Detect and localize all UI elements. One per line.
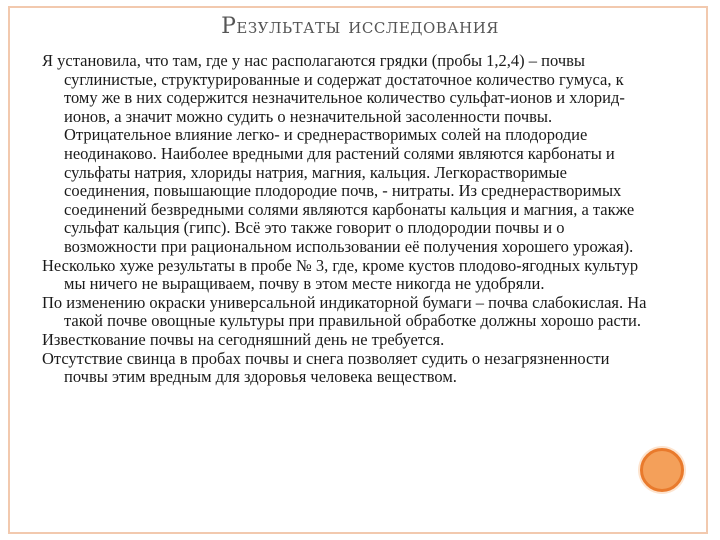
paragraph-lead: Отсутствие свинца в пробах почвы и снега позволяет судить о незагрязненности почвы этим вредным для здоровья человека веществом. bbox=[42, 348, 610, 387]
paragraph-acidity: По изменению окраски универсальной индикаторной бумаги – почва слабокислая. На такой почве овощные культуры при правильной обработке должны хорошо расти. bbox=[42, 292, 647, 331]
paragraph-liming: Известкование почвы на сегодняшний день не требуется. bbox=[42, 329, 445, 349]
slide-title: Результаты исследования bbox=[221, 14, 499, 39]
paragraph-sample-3: Несколько хуже результаты в пробе № 3, где, кроме кустов плодово-ягодных культур мы ничего не выращиваем, почву в этом месте никогда не удобряли. bbox=[42, 255, 639, 294]
paragraph-findings: Я установила, что там, где у нас располагаются грядки (пробы 1,2,4) – почвы суглинистые, структурированные и содержат достаточное количество гумуса, к тому же в них содержится незначительное количество сульфат-ионов и хлорид-ионов, а значит можно судить о незначительной засоленности почвы. Отрицательное влияние легко- и среднерастворимых солей на плодородие неодинаково. Наиболее вредными для растений солями являются карбонаты и сульфаты натрия, хлориды натрия, магния, кальция. Легкорастворимые соединения, повышающие плодородие почв, - нитраты. Из среднерастворимых соединений безвредными солями являются карбонаты кальция и магния, а также сульфат кальция (гипс). Всё это также говорит о плодородии почвы и о возможности при рациональном использовании её получения хорошего урожая). bbox=[42, 51, 635, 256]
slide-body bbox=[42, 52, 652, 387]
decorative-circle-icon bbox=[640, 448, 684, 492]
